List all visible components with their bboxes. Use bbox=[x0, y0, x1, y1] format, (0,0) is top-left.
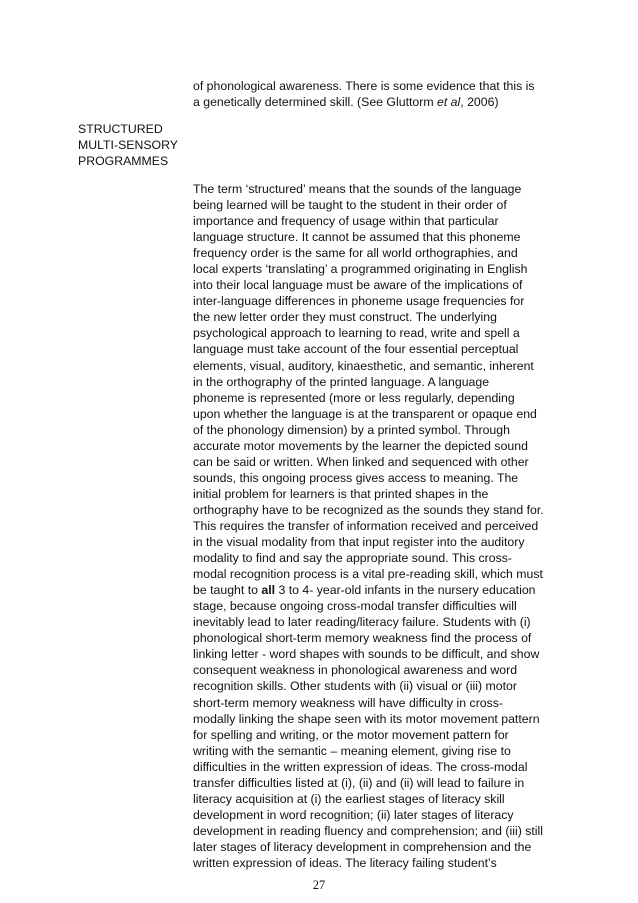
body-line: written expression of ideas. The literacy failing student’s bbox=[193, 855, 497, 870]
body-line: modal recognition process is a vital pre-reading skill, which must bbox=[193, 567, 543, 582]
body-line: transfer difficulties listed at (i), (ii) and (ii) will lead to failure in bbox=[193, 775, 525, 790]
body-line: elements, visual, auditory, kinaesthetic, and semantic, inherent bbox=[193, 358, 534, 373]
body-line: being learned will be taught to the student in their order of bbox=[193, 198, 507, 213]
body-line: orthography have to be recognized as the sounds they stand for. bbox=[193, 502, 544, 517]
body-line: language structure. It cannot be assumed that this phoneme bbox=[193, 230, 521, 245]
body-line: upon whether the language is at the transparent or opaque end bbox=[193, 406, 537, 421]
body-line: modality to find and say the appropriate sound. This cross- bbox=[193, 551, 512, 566]
body-line: psychological approach to learning to read, write and spell a bbox=[193, 326, 520, 341]
body-line: local experts ‘translating’ a programmed originating in English bbox=[193, 262, 528, 277]
body-line: of the phonology dimension) by a printed symbol. Through bbox=[193, 422, 510, 437]
body-line: for spelling and writing, or the motor movement pattern for bbox=[193, 727, 509, 742]
intro-line: of phonological awareness. There is some evidence that this is bbox=[193, 79, 535, 93]
body-line: development in reading fluency and comprehension; and (iii) still bbox=[193, 823, 543, 838]
body-line: importance and frequency of usage within that particular bbox=[193, 214, 499, 229]
body-line: consequent weakness in phonological awareness and word bbox=[193, 663, 518, 678]
body-line: inevitably lead to later reading/literacy failure. Students with (i) bbox=[193, 615, 531, 630]
body-line: recognition skills. Other students with (ii) visual or (iii) motor bbox=[193, 679, 517, 694]
body-line: modally linking the shape seen with its motor movement pattern bbox=[193, 711, 540, 726]
body-line: stage, because ongoing cross-modal transfer difficulties will bbox=[193, 599, 517, 614]
intro-line: a genetically determined skill. (See Gluttorm et al, 2006) bbox=[193, 95, 499, 110]
body-line: accurate motor movements by the learner the depicted sound bbox=[193, 438, 528, 453]
body-line: linking letter - word shapes with sounds to be difficult, and show bbox=[193, 647, 540, 662]
body-line: the new letter order they must construct. The underlying bbox=[193, 310, 497, 325]
body-line: difficulties in the written expression of ideas. The cross-modal bbox=[193, 759, 528, 774]
body-line: The term ‘structured’ means that the sounds of the language bbox=[193, 182, 522, 196]
body-line: later stages of literacy development in comprehension and the bbox=[193, 839, 532, 854]
page-number: 27 bbox=[312, 878, 326, 892]
body-line: inter-language differences in phoneme usage frequencies for bbox=[193, 294, 525, 309]
body-line: development in word recognition; (ii) later stages of literacy bbox=[193, 807, 514, 822]
body-line: literacy acquisition at (i) the earliest stages of literacy skill bbox=[193, 791, 505, 806]
body-line: short-term memory weakness will have difficulty in cross- bbox=[193, 695, 504, 710]
body-line: in the visual modality from that input register into the auditory bbox=[193, 535, 525, 550]
section-heading-line: STRUCTURED bbox=[78, 122, 163, 136]
body-line: phonological short-term memory weakness find the process of bbox=[193, 631, 532, 646]
body-line: initial problem for learners is that printed shapes in the bbox=[193, 486, 489, 501]
body-paragraph bbox=[193, 181, 544, 871]
body-line: can be said or written. When linked and sequenced with other bbox=[193, 454, 529, 469]
section-heading bbox=[78, 121, 178, 169]
body-line: frequency order is the same for all world orthographies, and bbox=[193, 246, 518, 261]
body-line: be taught to all 3 to 4- year-old infants in the nursery education bbox=[193, 583, 536, 598]
body-line: language must take account of the four essential perceptual bbox=[193, 342, 519, 357]
body-line: into their local language must be aware of the implications of bbox=[193, 278, 523, 293]
body-line: in the orthography of the printed language. A language bbox=[193, 374, 490, 389]
section-heading-line: PROGRAMMES bbox=[78, 154, 169, 169]
intro-paragraph bbox=[193, 78, 535, 110]
body-line: writing with the semantic – meaning element, giving rise to bbox=[193, 743, 511, 758]
body-line: This requires the transfer of information received and perceived bbox=[193, 518, 539, 533]
body-line: sounds, this ongoing process gives access to meaning. The bbox=[193, 470, 519, 485]
section-heading-line: MULTI-SENSORY bbox=[78, 138, 178, 153]
body-line: phoneme is represented (more or less regularly, depending bbox=[193, 390, 515, 405]
